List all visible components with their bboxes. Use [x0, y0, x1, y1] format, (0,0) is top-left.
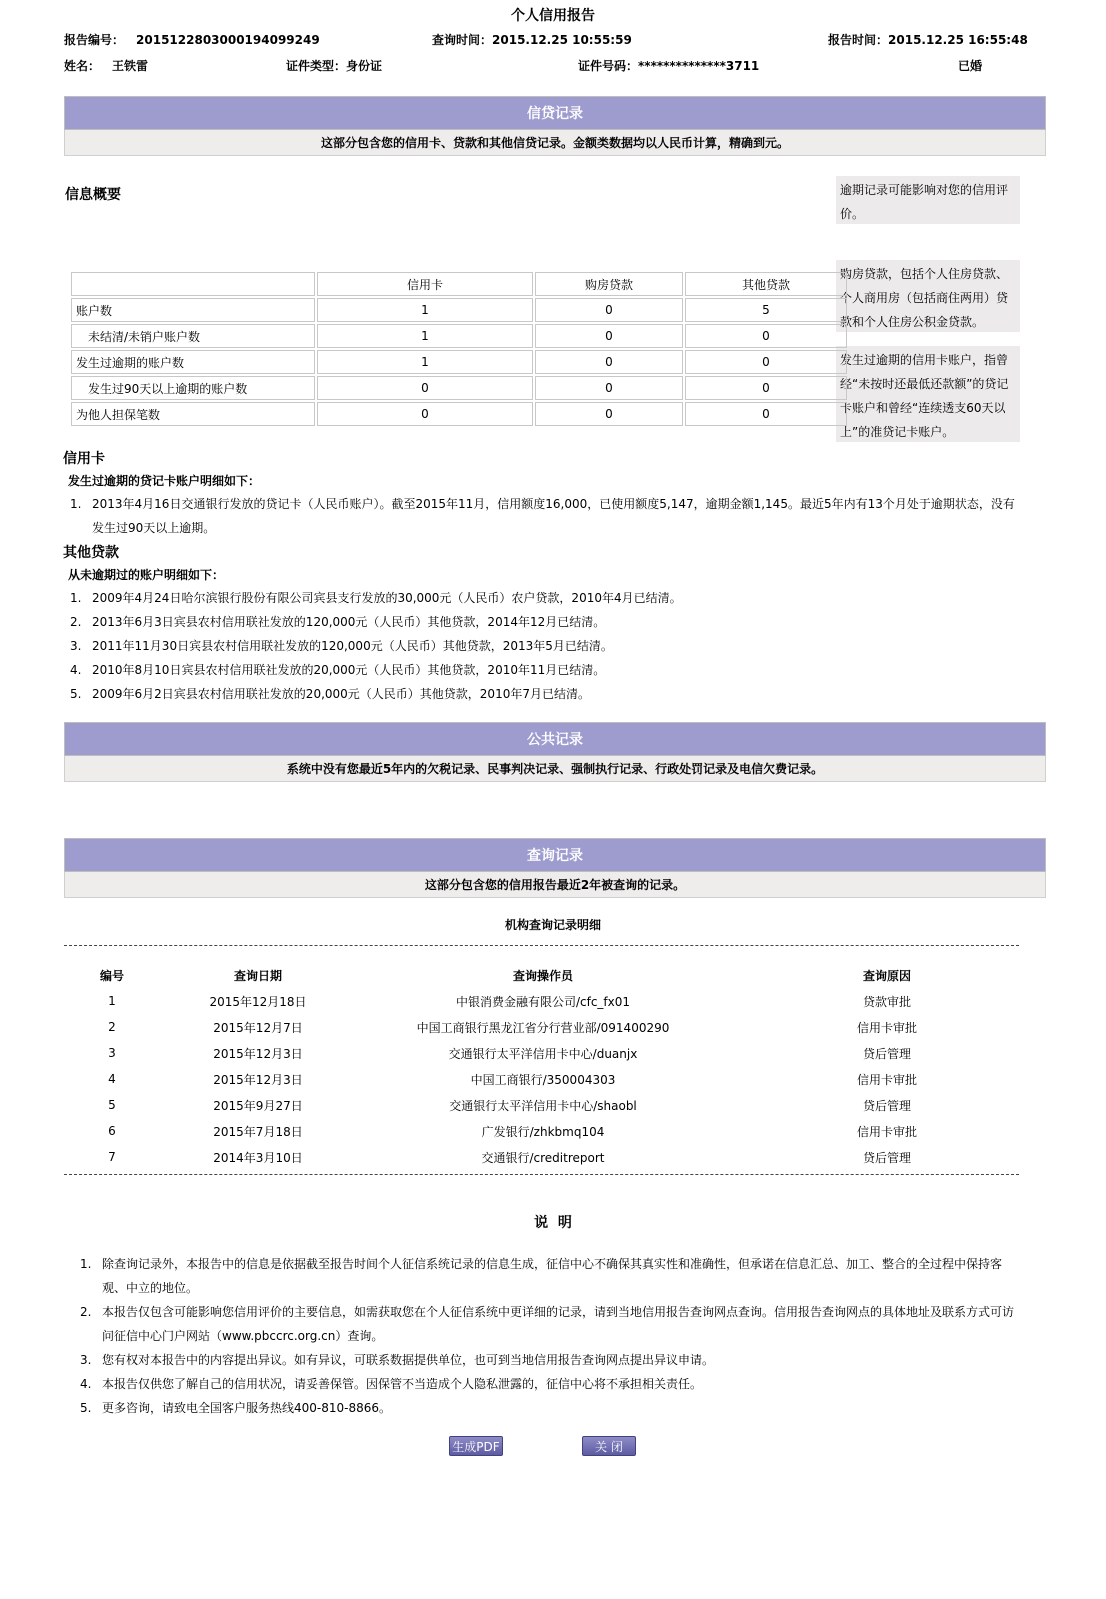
cell: 交通银行/creditreport: [481, 1150, 605, 1165]
generate-pdf-button[interactable]: 生成PDF: [449, 1436, 503, 1456]
cell: 贷款审批: [862, 994, 911, 1009]
summary-header-cell: 购房贷款: [535, 272, 683, 296]
list-item: [74, 1252, 1024, 1300]
summary-cell: 0: [535, 376, 683, 400]
list-item: [74, 1396, 1024, 1420]
id-type: [286, 57, 382, 74]
summary-row-label: 发生过90天以上逾期的账户数: [71, 376, 315, 400]
summary-cell: 0: [535, 402, 683, 426]
query-section-bar: 查询记录: [64, 838, 1046, 872]
report-number-value: 2015122803000194099249: [136, 33, 320, 47]
public-section-bar: 公共记录: [64, 722, 1046, 756]
list-item-number: 1.: [80, 1257, 92, 1271]
report-number-label: 报告编号：: [64, 33, 125, 47]
list-item: [74, 1348, 1024, 1372]
cell: 广发银行/zhkbmq104: [481, 1124, 605, 1139]
list-item-text: 2010年8月10日宾县农村信用联社发放的20,000元（人民币）其他贷款，2010年11月已结清。: [92, 663, 606, 677]
table-row: [64, 1014, 1044, 1040]
summary-cell: 0: [535, 350, 683, 374]
list-item: [74, 1372, 1024, 1396]
cell: 2014年3月10日: [213, 1150, 303, 1165]
credit-section-desc: 这部分包含您的信用卡、贷款和其他信贷记录。金额类数据均以人民币计算，精确到元。: [64, 130, 1046, 156]
query-time-label: 查询时间：: [432, 33, 493, 47]
cell: 贷后管理: [862, 1150, 911, 1165]
summary-row: [71, 324, 847, 348]
query-time-value: 2015.12.25 10:55:59: [492, 33, 632, 47]
list-item-number: 2.: [70, 615, 82, 629]
cell: 2: [108, 1020, 116, 1034]
id-type-label: 证件类型：: [286, 59, 347, 73]
summary-row-label: 账户数: [71, 298, 315, 322]
summary-header-cell: [71, 272, 315, 296]
close-button[interactable]: 关 闭: [582, 1436, 636, 1456]
divider: [64, 1174, 1019, 1175]
summary-cell: 0: [535, 324, 683, 348]
query-table: [64, 962, 1044, 1170]
cell: 2015年12月3日: [213, 1072, 303, 1087]
query-time: [432, 31, 632, 48]
list-item-number: 5.: [70, 687, 82, 701]
list-item-number: 3.: [80, 1353, 92, 1367]
cell: 6: [108, 1124, 116, 1138]
summary-cell: 0: [317, 402, 533, 426]
person-name: [64, 57, 148, 74]
list-item-text: 2013年6月3日宾县农村信用联社发放的120,000元（人民币）其他贷款，2014年12月已结清。: [92, 615, 606, 629]
cell: 4: [108, 1072, 116, 1086]
cell: 贷后管理: [862, 1046, 911, 1061]
credit-card-section: [63, 448, 105, 468]
list-item-number: 3.: [70, 639, 82, 653]
id-number: [578, 57, 759, 74]
summary-cell: 5: [685, 298, 847, 322]
report-time-value: 2015.12.25 16:55:48: [888, 33, 1028, 47]
cell: 中银消费金融有限公司/cfc_fx01: [455, 994, 631, 1009]
list-item-number: 1.: [70, 497, 82, 511]
report-number: [64, 31, 320, 48]
summary-row-label: 发生过逾期的账户数: [71, 350, 315, 374]
summary-row: [71, 298, 847, 322]
cell: 2015年7月18日: [213, 1124, 303, 1139]
marital-status: 已婚: [958, 59, 983, 73]
note-overdue-impact: 逾期记录可能影响对您的信用评价。: [836, 176, 1020, 224]
cell: 信用卡审批: [856, 1072, 917, 1087]
list-item-text: 您有权对本报告中的内容提出异议。如有异议，可联系数据提供单位，也可到当地信用报告查询网点提出异议申请。: [102, 1353, 715, 1367]
summary-cell: 0: [685, 376, 847, 400]
table-row: [64, 1118, 1044, 1144]
cell: 3: [108, 1046, 116, 1060]
list-item-number: 5.: [80, 1401, 92, 1415]
cell: 中国工商银行黑龙江省分行营业部/091400290: [416, 1020, 670, 1035]
list-item: [74, 1300, 1024, 1348]
query-section-desc: 这部分包含您的信用报告最近2年被查询的记录。: [64, 872, 1046, 898]
list-item-text: 2013年4月16日交通银行发放的贷记卡（人民币账户）。截至2015年11月，信用额度16,000，已使用额度5,147，逾期金额1,145。最近5年内有13个月处于逾期状态，没有发生过90天以上逾期。: [92, 497, 1015, 535]
summary-row: [71, 350, 847, 374]
list-item: [64, 658, 1026, 682]
other-loans-section: [63, 542, 119, 562]
query-header-cell: 编号: [99, 968, 124, 983]
summary-cell: 1: [317, 350, 533, 374]
list-item-number: 2.: [80, 1305, 92, 1319]
id-number-value: **************3711: [638, 59, 760, 73]
list-item: [64, 492, 1026, 540]
summary-header-cell: 信用卡: [317, 272, 533, 296]
list-item-number: 4.: [70, 663, 82, 677]
query-header-row: [64, 962, 1044, 988]
cell: 7: [108, 1150, 116, 1164]
note-housing-loan: 购房贷款，包括个人住房贷款、个人商用房（包括商住两用）贷款和个人住房公积金贷款。: [836, 260, 1020, 332]
summary-row-label: 为他人担保笔数: [71, 402, 315, 426]
list-item: [64, 682, 1026, 706]
query-header-cell: 查询日期: [233, 968, 282, 983]
credit-card-subtitle: 发生过逾期的贷记卡账户明细如下：: [68, 474, 261, 488]
list-item: [64, 586, 1026, 610]
note-overdue-card: 发生过逾期的信用卡账户，指曾经“未按时还最低还款额”的贷记卡账户和曾经“连续透支60天以上”的准贷记卡账户。: [836, 346, 1020, 442]
other-loans-title: 其他贷款: [63, 545, 119, 561]
cell: 5: [108, 1098, 116, 1112]
table-row: [64, 1066, 1044, 1092]
credit-section-bar: 信贷记录: [64, 96, 1046, 130]
name-label: 姓名：: [64, 59, 101, 73]
summary-header-cell: 其他贷款: [685, 272, 847, 296]
list-item-text: 本报告仅包含可能影响您信用评价的主要信息，如需获取您在个人征信系统中更详细的记录，请到当地信用报告查询网点查询。信用报告查询网点的具体地址及联系方式可访问征信中心门户网站（www.pbccrc.org.cn）查询。: [102, 1305, 1015, 1343]
name-value: 王铁雷: [112, 59, 149, 73]
table-row: [64, 1144, 1044, 1170]
summary-table: [69, 270, 849, 428]
cell: 交通银行太平洋信用卡中心/shaobl: [449, 1098, 637, 1113]
table-row: [64, 988, 1044, 1014]
summary-row: [71, 402, 847, 426]
query-header-cell: 查询操作员: [512, 968, 573, 983]
summary-header-row: [71, 272, 847, 296]
cell: 中国工商银行/350004303: [470, 1072, 616, 1087]
table-row: [64, 1092, 1044, 1118]
query-header-cell: 查询原因: [862, 968, 911, 983]
notes-title: 说 明: [534, 1215, 572, 1231]
cell: 2015年12月18日: [209, 994, 307, 1009]
id-type-value: 身份证: [346, 59, 383, 73]
list-item-text: 2009年4月24日哈尔滨银行股份有限公司宾县支行发放的30,000元（人民币）农户贷款，2010年4月已结清。: [92, 591, 682, 605]
cell: 信用卡审批: [856, 1124, 917, 1139]
summary-cell: 0: [685, 324, 847, 348]
other-loans-list: [64, 586, 1026, 706]
list-item-text: 更多咨询，请致电全国客户服务热线400-810-8866。: [102, 1401, 392, 1415]
divider: [64, 945, 1019, 946]
list-item-number: 4.: [80, 1377, 92, 1391]
table-row: [64, 1040, 1044, 1066]
list-item-text: 本报告仅供您了解自己的信用状况，请妥善保管。因保管不当造成个人隐私泄露的，征信中心将不承担相关责任。: [102, 1377, 703, 1391]
cell: 贷后管理: [862, 1098, 911, 1113]
report-time: [828, 31, 1028, 48]
cell: 1: [108, 994, 116, 1008]
page-title: 个人信用报告: [511, 8, 595, 24]
list-item-number: 1.: [70, 591, 82, 605]
credit-card-title: 信用卡: [63, 451, 105, 467]
summary-row-label: 未结清/未销户账户数: [71, 324, 315, 348]
summary-cell: 0: [317, 376, 533, 400]
list-item: [64, 610, 1026, 634]
summary-cell: 0: [535, 298, 683, 322]
summary-row: [71, 376, 847, 400]
overview-title: 信息概要: [65, 187, 121, 203]
credit-card-list: [64, 492, 1026, 540]
cell: 2015年12月7日: [213, 1020, 303, 1035]
notes-list: [74, 1252, 1024, 1420]
cell: 信用卡审批: [856, 1020, 917, 1035]
cell: 2015年12月3日: [213, 1046, 303, 1061]
cell: 2015年9月27日: [213, 1098, 303, 1113]
summary-cell: 0: [685, 350, 847, 374]
other-loans-subtitle: 从未逾期过的账户明细如下：: [68, 568, 225, 582]
public-section-desc: 系统中没有您最近5年内的欠税记录、民事判决记录、强制执行记录、行政处罚记录及电信欠费记录。: [64, 756, 1046, 782]
report-time-label: 报告时间：: [828, 33, 889, 47]
query-detail-title: 机构查询记录明细: [504, 918, 601, 932]
list-item-text: 除查询记录外，本报告中的信息是依据截至报告时间个人征信系统记录的信息生成，征信中心不确保其真实性和准确性，但承诺在信息汇总、加工、整合的全过程中保持客观、中立的地位。: [102, 1257, 1003, 1295]
summary-cell: 0: [685, 402, 847, 426]
summary-cell: 1: [317, 324, 533, 348]
cell: 交通银行太平洋信用卡中心/duanjx: [448, 1046, 638, 1061]
id-number-label: 证件号码：: [578, 59, 639, 73]
summary-cell: 1: [317, 298, 533, 322]
list-item: [64, 634, 1026, 658]
list-item-text: 2009年6月2日宾县农村信用联社发放的20,000元（人民币）其他贷款，2010年7月已结清。: [92, 687, 590, 701]
list-item-text: 2011年11月30日宾县农村信用联社发放的120,000元（人民币）其他贷款，2013年5月已结清。: [92, 639, 613, 653]
